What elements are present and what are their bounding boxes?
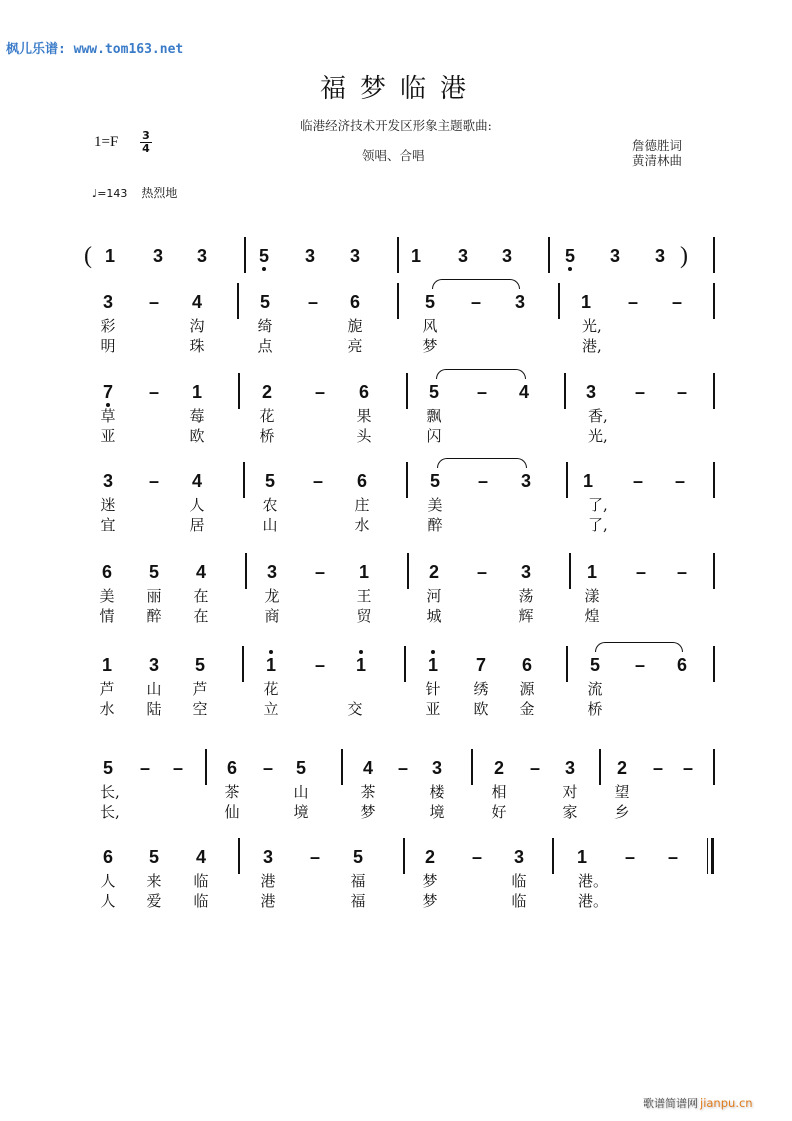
lyric-verse-1: 花 <box>263 680 279 698</box>
note: 3 <box>102 471 113 491</box>
lyric-verse-2: 醉 <box>146 607 162 625</box>
barline <box>406 462 408 498</box>
extension-dash: – <box>309 847 320 867</box>
lyric-verse-1: 茶 <box>360 783 376 801</box>
note: 3 <box>148 655 159 675</box>
lyric-verse-2: 居 <box>189 516 205 534</box>
lyric-verse-1: 风 <box>422 317 438 335</box>
lyric-verse-2: 港 <box>260 892 276 910</box>
note: 5 <box>102 758 113 778</box>
lyric-verse-2: 煌 <box>584 607 600 625</box>
lyric-verse-2: 乡 <box>614 803 630 821</box>
extension-dash: – <box>148 292 159 312</box>
lyric-verse-2: 山 <box>262 516 278 534</box>
extension-dash: – <box>634 382 645 402</box>
lyric-verse-1: 山 <box>146 680 162 698</box>
extension-dash: – <box>470 292 481 312</box>
barline <box>713 553 715 589</box>
note: 2 <box>261 382 272 402</box>
lyric-verse-1: 王 <box>356 587 372 605</box>
barline <box>238 838 240 874</box>
octave-dot-above <box>359 650 363 654</box>
note: 5 <box>264 471 275 491</box>
note: 4 <box>195 562 206 582</box>
extension-dash: – <box>314 562 325 582</box>
note: 4 <box>191 292 202 312</box>
lyric-verse-2: 光, <box>588 427 608 445</box>
note: 1 <box>191 382 202 402</box>
performance-form: 领唱、合唱 <box>362 148 425 163</box>
note: 4 <box>191 471 202 491</box>
lyric-verse-1: 花 <box>259 407 275 425</box>
lyric-verse-2: 仙 <box>224 803 240 821</box>
lyric-verse-2: 立 <box>263 700 279 718</box>
lyric-verse-1: 庄 <box>354 496 370 514</box>
final-barline-thick <box>711 838 714 874</box>
note: 2 <box>424 847 435 867</box>
lyric-verse-2: 在 <box>193 607 209 625</box>
note: 1 <box>576 847 587 867</box>
note: 6 <box>521 655 532 675</box>
extension-dash: – <box>627 292 638 312</box>
note: 6 <box>349 292 360 312</box>
lyric-verse-1: 人 <box>100 872 116 890</box>
note: 3 <box>457 246 468 266</box>
lyric-verse-1: 了, <box>588 496 608 514</box>
note: 1 <box>580 292 591 312</box>
lyric-verse-1: 芦 <box>99 680 115 698</box>
note: 2 <box>616 758 627 778</box>
note: 6 <box>101 562 112 582</box>
barline <box>471 749 473 785</box>
lyric-verse-2: 临 <box>511 892 527 910</box>
lyric-verse-1: 港 <box>260 872 276 890</box>
lyric-verse-1: 香, <box>588 407 608 425</box>
lyric-verse-1: 源 <box>519 680 535 698</box>
barline <box>205 749 207 785</box>
note: 7 <box>102 382 113 402</box>
lyric-verse-1: 荡 <box>518 587 534 605</box>
lyric-verse-2: 爱 <box>146 892 162 910</box>
note: 3 <box>513 847 524 867</box>
time-signature-bottom: 4 <box>142 142 150 155</box>
lyric-verse-1: 望 <box>614 783 630 801</box>
mood-marking: 热烈地 <box>141 186 178 200</box>
note: 3 <box>349 246 360 266</box>
lyric-verse-1: 飘 <box>426 407 442 425</box>
lyric-verse-1: 彩 <box>100 317 116 335</box>
extension-dash: – <box>172 758 183 778</box>
barline <box>599 749 601 785</box>
barline <box>713 646 715 682</box>
note: 1 <box>265 655 276 675</box>
lyric-verse-2: 长, <box>100 803 120 821</box>
final-barline-thin <box>707 838 708 874</box>
barline <box>238 373 240 409</box>
extension-dash: – <box>314 382 325 402</box>
note: 3 <box>520 471 531 491</box>
lyric-verse-2: 港。 <box>578 892 609 910</box>
lyric-verse-2: 商 <box>264 607 280 625</box>
barline <box>237 283 239 319</box>
slur <box>437 458 527 468</box>
extension-dash: – <box>148 382 159 402</box>
tempo-marking <box>92 184 177 201</box>
key-signature: 1=F <box>94 134 119 150</box>
extension-dash: – <box>529 758 540 778</box>
extension-dash: – <box>676 382 687 402</box>
lyric-verse-2: 桥 <box>587 700 603 718</box>
note: 3 <box>102 292 113 312</box>
lyric-verse-2: 境 <box>429 803 445 821</box>
note: 2 <box>493 758 504 778</box>
note: 1 <box>586 562 597 582</box>
lyric-verse-2: 港, <box>582 337 602 355</box>
lyric-verse-2: 点 <box>257 337 273 355</box>
note: 5 <box>352 847 363 867</box>
lyric-verse-1: 美 <box>427 496 443 514</box>
site-watermark-bottom <box>643 1095 753 1111</box>
lyric-verse-2: 空 <box>192 700 208 718</box>
extension-dash: – <box>139 758 150 778</box>
lyric-verse-2: 梦 <box>422 337 438 355</box>
extension-dash: – <box>671 292 682 312</box>
lyric-verse-1: 莓 <box>189 407 205 425</box>
time-signature <box>140 130 152 155</box>
lyric-verse-2: 欧 <box>473 700 489 718</box>
lyric-verse-1: 山 <box>293 783 309 801</box>
lyric-verse-1: 临 <box>511 872 527 890</box>
note: 3 <box>501 246 512 266</box>
lyric-verse-2: 珠 <box>189 337 205 355</box>
note: 3 <box>304 246 315 266</box>
barline <box>569 553 571 589</box>
extension-dash: – <box>148 471 159 491</box>
barline <box>341 749 343 785</box>
barline <box>404 646 406 682</box>
credits <box>632 138 682 168</box>
note: 1 <box>101 655 112 675</box>
extension-dash: – <box>624 847 635 867</box>
site-watermark-top: 枫儿乐谱: www.tom163.net <box>6 42 184 57</box>
extension-dash: – <box>262 758 273 778</box>
lyric-verse-1: 福 <box>350 872 366 890</box>
note: 3 <box>520 562 531 582</box>
lyric-verse-1: 旎 <box>347 317 363 335</box>
extension-dash: – <box>676 562 687 582</box>
lyric-verse-2: 交 <box>347 700 363 718</box>
watermark-site-name: 歌谱简谱网 <box>643 1097 698 1110</box>
lyric-verse-2: 亚 <box>425 700 441 718</box>
extension-dash: – <box>635 562 646 582</box>
extension-dash: – <box>476 382 487 402</box>
note: 5 <box>259 292 270 312</box>
note: 6 <box>676 655 687 675</box>
barline <box>713 462 715 498</box>
lyric-verse-2: 人 <box>100 892 116 910</box>
extension-dash: – <box>674 471 685 491</box>
note: 3 <box>262 847 273 867</box>
lyric-verse-1: 芦 <box>192 680 208 698</box>
extension-dash: – <box>682 758 693 778</box>
barline <box>397 237 399 273</box>
note: 3 <box>266 562 277 582</box>
barline <box>407 553 409 589</box>
note: 1 <box>410 246 421 266</box>
note: 5 <box>428 382 439 402</box>
extension-dash: – <box>667 847 678 867</box>
lyric-verse-1: 流 <box>587 680 603 698</box>
lyric-verse-2: 陆 <box>146 700 162 718</box>
barline <box>564 373 566 409</box>
note: 6 <box>226 758 237 778</box>
barline <box>406 373 408 409</box>
tempo-value: ♩=143 <box>92 187 128 200</box>
lyric-verse-1: 来 <box>146 872 162 890</box>
barline <box>558 283 560 319</box>
lyric-verse-2: 好 <box>491 803 507 821</box>
lyric-verse-2: 情 <box>99 607 115 625</box>
extension-dash: – <box>652 758 663 778</box>
barline <box>713 373 715 409</box>
lyric-verse-1: 对 <box>562 783 578 801</box>
lyric-verse-2: 头 <box>356 427 372 445</box>
lyric-verse-2: 临 <box>193 892 209 910</box>
intro-paren-open: ( <box>84 243 92 269</box>
note: 5 <box>194 655 205 675</box>
octave-dot-above <box>269 650 273 654</box>
lyric-verse-1: 在 <box>193 587 209 605</box>
barline <box>397 283 399 319</box>
note: 3 <box>431 758 442 778</box>
extension-dash: – <box>471 847 482 867</box>
lyric-verse-1: 人 <box>189 496 205 514</box>
lyric-verse-2: 亚 <box>100 427 116 445</box>
note: 3 <box>152 246 163 266</box>
extension-dash: – <box>397 758 408 778</box>
lyric-verse-2: 水 <box>354 516 370 534</box>
note: 5 <box>589 655 600 675</box>
lyric-verse-1: 长, <box>100 783 120 801</box>
lyric-verse-1: 相 <box>491 783 507 801</box>
lyric-verse-2: 了, <box>588 516 608 534</box>
lyric-verse-2: 境 <box>293 803 309 821</box>
barline <box>242 646 244 682</box>
lyric-verse-1: 龙 <box>264 587 280 605</box>
note: 4 <box>195 847 206 867</box>
note: 5 <box>295 758 306 778</box>
lyric-verse-2: 辉 <box>518 607 534 625</box>
barline <box>713 749 715 785</box>
note: 5 <box>148 847 159 867</box>
lyric-verse-1: 临 <box>193 872 209 890</box>
barline <box>713 283 715 319</box>
lyric-verse-1: 绣 <box>473 680 489 698</box>
extension-dash: – <box>312 471 323 491</box>
note: 3 <box>654 246 665 266</box>
extension-dash: – <box>477 471 488 491</box>
barline <box>403 838 405 874</box>
note: 7 <box>475 655 486 675</box>
lyric-verse-1: 梦 <box>422 872 438 890</box>
note: 5 <box>424 292 435 312</box>
barline <box>566 462 568 498</box>
watermark-brand: jianpu.cn <box>700 1096 753 1110</box>
note: 1 <box>104 246 115 266</box>
note: 3 <box>585 382 596 402</box>
extension-dash: – <box>307 292 318 312</box>
note: 1 <box>427 655 438 675</box>
lyric-verse-2: 城 <box>426 607 442 625</box>
lyric-verse-1: 河 <box>426 587 442 605</box>
octave-dot-above <box>431 650 435 654</box>
lyric-verse-2: 福 <box>350 892 366 910</box>
lyric-verse-1: 丽 <box>146 587 162 605</box>
lyric-verse-2: 金 <box>519 700 535 718</box>
barline <box>552 838 554 874</box>
note: 3 <box>564 758 575 778</box>
composer: 黄清林曲 <box>632 153 683 168</box>
lyricist: 詹德胜词 <box>632 138 683 153</box>
note: 1 <box>355 655 366 675</box>
lyric-verse-1: 港。 <box>578 872 609 890</box>
note: 3 <box>609 246 620 266</box>
octave-dot-below <box>262 267 266 271</box>
lyric-verse-2: 闪 <box>426 427 442 445</box>
lyric-verse-1: 漾 <box>584 587 600 605</box>
time-signature-top: 3 <box>142 129 150 142</box>
note: 4 <box>518 382 529 402</box>
note: 6 <box>356 471 367 491</box>
octave-dot-below <box>568 267 572 271</box>
barline <box>243 462 245 498</box>
lyric-verse-1: 果 <box>356 407 372 425</box>
slur <box>595 642 683 652</box>
lyric-verse-2: 桥 <box>259 427 275 445</box>
lyric-verse-1: 光, <box>582 317 602 335</box>
lyric-verse-1: 茶 <box>224 783 240 801</box>
lyric-verse-2: 贸 <box>356 607 372 625</box>
lyric-verse-2: 亮 <box>347 337 363 355</box>
lyric-verse-2: 明 <box>100 337 116 355</box>
barline <box>548 237 550 273</box>
note: 5 <box>564 246 575 266</box>
note: 1 <box>358 562 369 582</box>
note: 3 <box>514 292 525 312</box>
note: 3 <box>196 246 207 266</box>
song-title: 福梦临港 <box>319 74 480 104</box>
lyric-verse-2: 醉 <box>427 516 443 534</box>
lyric-verse-2: 梦 <box>422 892 438 910</box>
barline <box>566 646 568 682</box>
note: 5 <box>148 562 159 582</box>
note: 5 <box>429 471 440 491</box>
lyric-verse-1: 针 <box>425 680 441 698</box>
lyric-verse-1: 农 <box>262 496 278 514</box>
note: 2 <box>428 562 439 582</box>
extension-dash: – <box>476 562 487 582</box>
lyric-verse-1: 沟 <box>189 317 205 335</box>
slur <box>432 279 520 289</box>
extension-dash: – <box>634 655 645 675</box>
slur <box>436 369 526 379</box>
lyric-verse-1: 绮 <box>257 317 273 335</box>
note: 6 <box>358 382 369 402</box>
note: 5 <box>258 246 269 266</box>
lyric-verse-1: 美 <box>99 587 115 605</box>
lyric-verse-2: 水 <box>99 700 115 718</box>
extension-dash: – <box>632 471 643 491</box>
barline <box>244 237 246 273</box>
lyric-verse-1: 迷 <box>100 496 116 514</box>
lyric-verse-2: 宜 <box>100 516 116 534</box>
intro-paren-close: ) <box>680 243 688 269</box>
extension-dash: – <box>314 655 325 675</box>
lyric-verse-2: 欧 <box>189 427 205 445</box>
lyric-verse-1: 楼 <box>429 783 445 801</box>
note: 6 <box>102 847 113 867</box>
barline <box>245 553 247 589</box>
lyric-verse-2: 梦 <box>360 803 376 821</box>
barline <box>713 237 715 273</box>
note: 4 <box>362 758 373 778</box>
song-subtitle: 临港经济技术开发区形象主题歌曲: <box>300 118 492 133</box>
lyric-verse-1: 草 <box>100 407 116 425</box>
note: 1 <box>582 471 593 491</box>
lyric-verse-2: 家 <box>562 803 578 821</box>
